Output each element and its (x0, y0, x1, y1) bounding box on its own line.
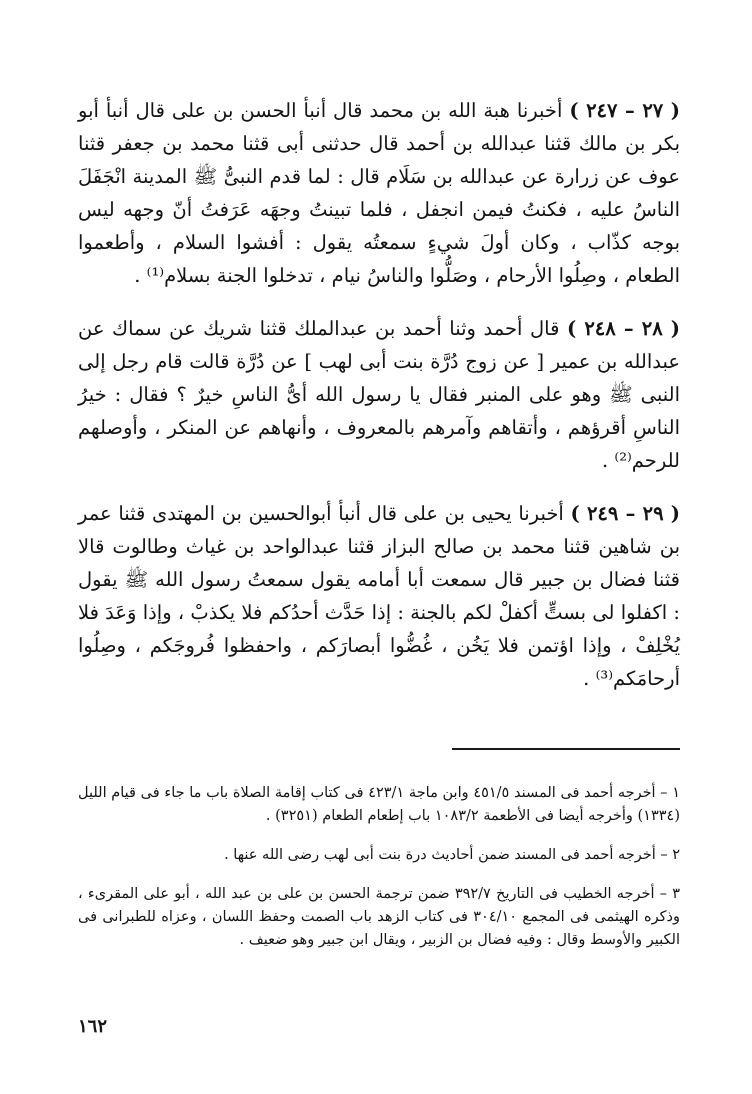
hadith-text: قال أحمد وثنا أحمد بن عبدالملك قثنا شريك عن سماك عن عبدالله بن عمير [ عن زوج دُرَّة بنت أبى لهب ] عن دُرَّة قالت قام رجل إلى النبى ﷺ وهو على المنبر فقال يا رسول الله أىُّ الناسِ خيرٌ ؟ فقال : خيرُ الناسِ أقرؤهم ، وأتقاهم وآمرهم بالمعروف ، وأنهاهم عن المنكر ، وأوصلهم للرحم⁽²⁾ . (78, 317, 680, 472)
footnote-number: ٣ – (659, 886, 681, 902)
page-number: ١٦٢ (78, 1016, 108, 1037)
footnote-1 (78, 782, 680, 828)
footnote-number: ٢ – (660, 847, 680, 863)
hadith-number: ( ٢٨ – ٢٤٨ ) (566, 317, 681, 340)
footnotes (78, 782, 680, 968)
footnote-3 (78, 883, 680, 952)
footnote-text: أخرجه أحمد فى المسند ٤٥١/٥ وابن ماجة ٤٢٣/١ فى كتاب إقامة الصلاة باب ما جاء فى قيام الليل (١٣٣٤) وأخرجه أيضا فى الأطعمة ١٠٨٣/٢ باب إطعام الطعام (٣٢٥١) . (78, 785, 680, 824)
main-text-block (78, 94, 680, 715)
footnote-number: ١ – (660, 785, 680, 801)
footnote-separator (452, 748, 680, 750)
hadith-248 (78, 312, 680, 477)
hadith-text: أخبرنا يحيى بن على قال أنبأ أبوالحسين بن المهتدى قثنا عمر بن شاهين قثنا محمد بن صالح البزاز قثنا عبدالواحد بن غياث وطالوت قالا قثنا فضال بن جبير قال سمعت أبا أمامه يقول سمعتُ رسول الله ﷺ يقول : اكفلوا لى بستٍّ أكفلْ لكم بالجنة : إذا حَدَّث أحدُكم فلا يكذبْ ، وإذا وَعَدَ فلا يُخْلِفْ ، وإذا اؤتمن فلا يَخُن ، غُضُّوا أبصارَكم ، واحفظوا فُروجَكم ، وصِلُوا أرحامَكم⁽³⁾ . (78, 502, 680, 690)
hadith-249 (78, 497, 680, 695)
hadith-number: ( ٢٩ – ٢٤٩ ) (570, 502, 681, 525)
footnote-text: أخرجه الخطيب فى التاريخ ٣٩٢/٧ ضمن ترجمة الحسن بن على بن عبد الله ، أبو على المقرىء ، وذكره الهيثمى فى المجمع ٣٠٤/١٠ فى كتاب الزهد باب الصمت وحفظ اللسان ، وعزاه للطبرانى فى الكبير والأوسط وقال : وفيه فضال بن الزبير ، ويقال ابن جبير وهو ضعيف . (78, 886, 680, 948)
footnote-text: أخرجه أحمد فى المسند ضمن أحاديث درة بنت أبى لهب رضى الله عنها . (224, 847, 656, 863)
hadith-247 (78, 94, 680, 292)
hadith-number: ( ٢٧ – ٢٤٧ ) (569, 99, 681, 122)
hadith-text: أخبرنا هبة الله بن محمد قال أنبأ الحسن بن على قال أنبأ أبو بكر بن مالك قثنا عبدالله بن أحمد قال حدثنى أبى قثنا محمد بن جعفر قثنا عوف عن زرارة عن عبدالله بن سَلَام قال : لما قدم النبىُّ ﷺ المدينة انْجَفَلَ الناسُ عليه ، فكنتُ فيمن انجفل ، فلما تبينتُ وجهَه عَرَفتُ أنّ وجهه ليس بوجه كذّاب ، وكان أولَ شيءٍ سمعتُه يقول : أفشوا السلام ، وأطعموا الطعام ، وصِلُوا الأرحام ، وصَلُّوا والناسُ نيام ، تدخلوا الجنة بسلام⁽¹⁾ . (78, 99, 680, 287)
footnote-2 (78, 844, 680, 867)
